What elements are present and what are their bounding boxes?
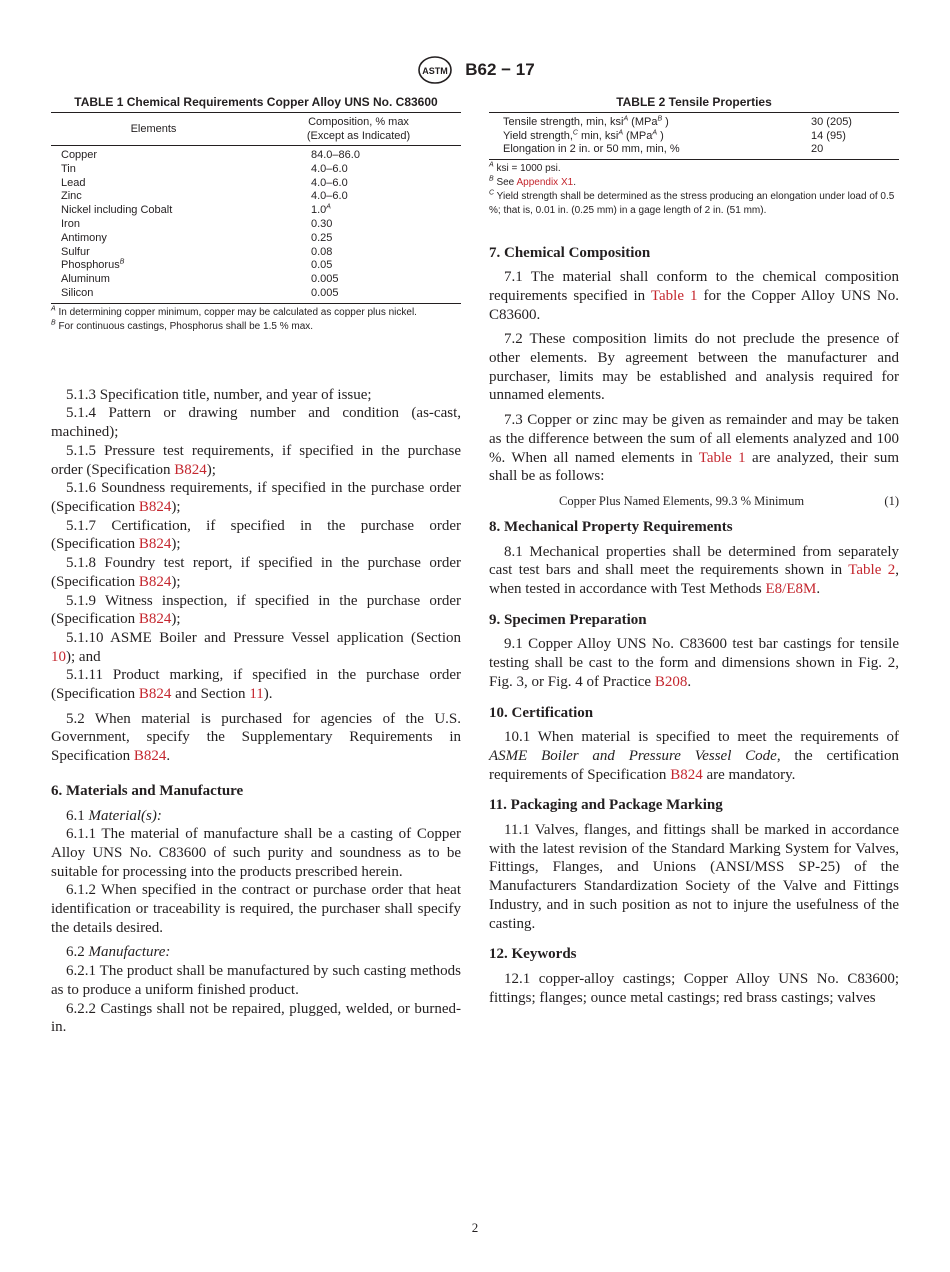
- table1-element-cell: Copper: [61, 149, 98, 161]
- table1-element-cell: Phosphorus$^B$: [61, 258, 125, 272]
- table1-element-cell: Nickel including Cobalt: [61, 204, 173, 217]
- table1-element-cell: Sulfur: [61, 245, 90, 258]
- para-11-1: 11.1 Valves, flanges, and fittings shall be marked in accordance with the latest revision of the Standard Marking System for Valves, Fittings, Flanges, and Unions (ANSI/MSS SP-25) of the Manufacturers Standardization Society of the Valve and Fittings Industry, and in such position as not to injure the usefulness of the casting.: [489, 822, 899, 932]
- para-5-1-8: 5.1.8 Foundry test report, if specified in the purchase order (Specification B824);: [51, 555, 461, 590]
- table1-value-cell: 0.08: [311, 245, 333, 258]
- para-6-1: 6.1 Material(s):: [66, 807, 162, 824]
- para-5-1-4: 5.1.4 Pattern or drawing number and condition (as-cast, machined);: [51, 405, 461, 441]
- right-column: [489, 92, 899, 1007]
- para-5-2: 5.2 When material is purchased for agencies of the U.S. Government, specify the Supplementary Requirements in Specification B824.: [51, 710, 461, 765]
- section-11-heading: 11. Packaging and Package Marking: [489, 797, 723, 814]
- para-7-2: 7.2 These composition limits do not preclude the presence of other elements. By agreement between the manufacturer and purchaser, limits may be established and analysis required for unnamed elements.: [489, 331, 899, 404]
- table1-header-composition: Composition, % max (Except as Indicated): [306, 116, 411, 142]
- section-7-heading: 7. Chemical Composition: [489, 244, 651, 261]
- table1-note-b: $^B$ For continuous castings, Phosphorus shall be 1.5 % max.: [51, 319, 314, 332]
- link-table-2[interactable]: Table 2: [848, 562, 896, 579]
- table1-row: [51, 287, 461, 303]
- para-5-1-3: 5.1.3 Specification title, number, and year of issue;: [66, 386, 372, 403]
- para-8-1: 8.1 Mechanical properties shall be determined from separately cast test bars and shall meet the requirements shown in Table 2, when tested in accordance with Test Methods E8/E8M.: [489, 543, 899, 598]
- table1-row: [51, 204, 461, 218]
- table1-row: [51, 273, 461, 287]
- link-e8-e8m[interactable]: E8/E8M: [765, 581, 817, 598]
- para-5-1-10: 5.1.10 ASME Boiler and Pressure Vessel application (Section 10); and: [51, 629, 461, 665]
- table1-value-cell: 0.05: [311, 259, 333, 272]
- designation-title: B62 − 17: [465, 60, 535, 79]
- equation-1: Copper Plus Named Elements, 99.3 % Minimum (1): [559, 493, 899, 508]
- right-body-text: [489, 244, 899, 1008]
- para-5-1-9: 5.1.9 Witness inspection, if specified in the purchase order (Specification B824);: [51, 592, 461, 628]
- link-section-11[interactable]: 11: [249, 686, 264, 703]
- table1-row: [51, 246, 461, 260]
- table1-value-cell: 0.005: [311, 286, 339, 299]
- section-12-heading: 12. Keywords: [489, 946, 577, 963]
- section-6-heading: 6. Materials and Manufacture: [51, 782, 244, 799]
- link-b824[interactable]: B824: [138, 573, 172, 590]
- table2-note-b: $^B$ See Appendix X1.: [489, 175, 576, 188]
- table1-element-cell: Aluminum: [61, 273, 110, 286]
- para-6-2-2: 6.2.2 Castings shall not be repaired, plugged, welded, or burned-in.: [51, 1000, 461, 1036]
- table1: [51, 112, 461, 304]
- page-number: 2: [471, 1220, 479, 1235]
- para-6-2: 6.2 Manufacture:: [66, 944, 171, 961]
- para-10-1: 10.1 When material is specified to meet the requirements of ASME Boiler and Pressure Vessel Code, the certification requirements of Specification B824 are mandatory.: [489, 729, 899, 783]
- table1-value-cell: $1.0^A$: [311, 203, 331, 217]
- table1-row: [51, 259, 461, 273]
- table1-note-a: $^A$ In determining copper minimum, copper may be calculated as copper plus nickel.: [51, 305, 417, 318]
- para-5-1-5: 5.1.5 Pressure test requirements, if specified in the purchase order (Specification B824);: [51, 442, 461, 478]
- link-table-1[interactable]: Table 1: [698, 449, 746, 466]
- para-5-1-7: 5.1.7 Certification, if specified in the purchase order (Specification B824);: [51, 517, 461, 553]
- para-6-1-1: 6.1.1 The material of manufacture shall be a casting of Copper Alloy UNS No. C83600 of such purity and soundness as to be suitable for processing into the products prescribed herein.: [51, 826, 461, 880]
- para-7-3: 7.3 Copper or zinc may be given as remainder and may be taken as the difference between the sum of all elements analyzed and 100 %. When all named elements in Table 1 are analyzed, their sum shall be as follows:: [489, 412, 900, 485]
- table2-row: Tensile strength, min, ksi$^A$ (MPa$^B$ ) 30 (205): [503, 115, 852, 128]
- table1-element-cell: Tin: [61, 162, 76, 175]
- link-section-10[interactable]: 10: [51, 648, 66, 665]
- table1-element-cell: Silicon: [61, 286, 94, 299]
- table1-element-cell: Zinc: [61, 190, 82, 203]
- left-body-text: [51, 386, 461, 1037]
- section-9-heading: 9. Specimen Preparation: [489, 611, 647, 628]
- table1-value-cell: 4.0–6.0: [311, 190, 348, 203]
- table1-row: [51, 190, 461, 204]
- table1-row: [51, 218, 461, 232]
- section-8-heading: 8. Mechanical Property Requirements: [489, 518, 733, 535]
- table1-element-cell: Antimony: [61, 231, 107, 244]
- link-table-1[interactable]: Table 1: [650, 287, 698, 304]
- table1-element-cell: Iron: [61, 217, 80, 230]
- link-b824[interactable]: B824: [174, 461, 207, 478]
- table2: [489, 112, 899, 160]
- link-b824[interactable]: B824: [670, 766, 703, 783]
- table1-value-cell: 0.30: [311, 217, 333, 230]
- link-b824[interactable]: B824: [138, 611, 172, 628]
- para-5-1-6: 5.1.6 Soundness requirements, if specified in the purchase order (Specification B824);: [51, 480, 461, 515]
- link-appendix-x1[interactable]: Appendix X1: [516, 176, 574, 188]
- page-header: [0, 55, 950, 85]
- para-9-1: 9.1 Copper Alloy UNS No. C83600 test bar castings for tensile testing shall be cast to the form and dimensions shown in Fig. 2, Fig. 3, or Fig. 4 of Practice B208.: [489, 636, 899, 690]
- para-6-2-1: 6.2.1 The product shall be manufactured by such casting methods as to produce a uniform finished product.: [51, 963, 461, 998]
- table1-row: [51, 232, 461, 246]
- para-7-1: 7.1 The material shall conform to the chemical composition requirements specified in Table 1 for the Copper Alloy UNS No. C83600.: [489, 269, 899, 323]
- table1-header-elements: Elements: [130, 123, 177, 135]
- table2-row: Yield strength,$^C$ min, ksi$^A$ (MPa$^A$ ) 14 (95): [503, 128, 846, 142]
- table1-row: [51, 163, 461, 177]
- link-b824[interactable]: B824: [133, 748, 167, 765]
- table1-row: [51, 146, 461, 163]
- astm-logo-icon: [415, 55, 455, 85]
- left-column: [51, 92, 461, 1037]
- link-b824[interactable]: B824: [138, 536, 172, 553]
- table2-caption: TABLE 2 Tensile Properties: [616, 95, 772, 109]
- section-10-heading: 10. Certification: [489, 704, 594, 721]
- logo-lettering: ASTM: [422, 66, 448, 76]
- link-b208[interactable]: B208: [654, 673, 688, 690]
- table1-value-cell: 0.25: [311, 231, 333, 244]
- para-5-1-11: 5.1.11 Product marking, if specified in the purchase order (Specification B824 and Section 11).: [51, 667, 461, 703]
- table2-note-c: $^C$ Yield strength shall be determined as the stress producing an elongation under load of 0.5 %; that is, 0.01 in. (0.25 mm) in a gage length of 2 in. (51 mm).: [489, 189, 895, 216]
- table2-note-a: $^A$ ksi = 1000 psi.: [489, 161, 561, 174]
- para-12-1: 12.1 copper-alloy castings; Copper Alloy UNS No. C83600; fittings; flanges; ounce metal castings; red brass castings; valves: [489, 971, 899, 1006]
- link-b824[interactable]: B824: [138, 686, 172, 703]
- table1-row: [51, 177, 461, 191]
- table1-element-cell: Lead: [61, 176, 86, 189]
- link-b824[interactable]: B824: [138, 498, 172, 515]
- table1-value-cell: 0.005: [311, 273, 339, 286]
- table1-body: [51, 146, 461, 304]
- table2-row: Elongation in 2 in. or 50 mm, min, % 20: [503, 143, 824, 155]
- table1-caption: TABLE 1 Chemical Requirements Copper Alloy UNS No. C83600: [74, 95, 438, 109]
- table1-value-cell: 4.0–6.0: [311, 176, 348, 189]
- table1-value-cell: 4.0–6.0: [311, 162, 348, 175]
- para-6-1-2: 6.1.2 When specified in the contract or purchase order that heat identification or traceability is required, the purchaser shall specify the details desired.: [51, 882, 461, 936]
- table1-value-cell: 84.0–86.0: [311, 149, 360, 161]
